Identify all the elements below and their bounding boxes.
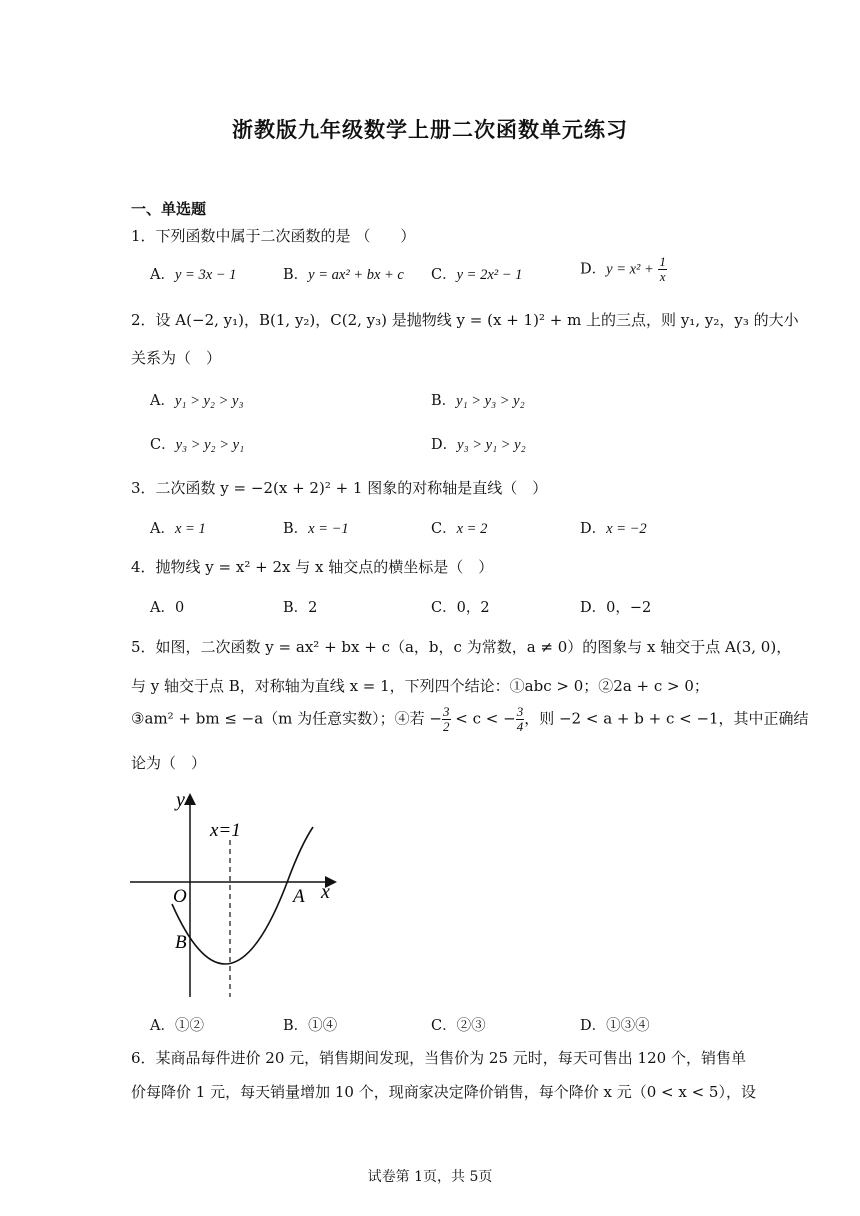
- q3-option-c[interactable]: [431, 517, 487, 538]
- q1-d-den: x: [659, 269, 666, 284]
- x-axis-label: x: [321, 881, 330, 903]
- parabola-figure: [120, 782, 360, 1010]
- q1-option-d-expr: y = x² +: [606, 261, 654, 278]
- q2-option-d-expr: y₃ > y₁ > y₂: [457, 437, 526, 453]
- q2-option-c-label: C．: [150, 437, 176, 453]
- page-footer: 试卷第 1页，共 5页: [367, 1169, 493, 1185]
- q5-option-b[interactable]: B．①④: [283, 1018, 338, 1034]
- q1-option-d-fraction: [658, 255, 667, 284]
- q3-option-b-label: B．: [283, 521, 309, 537]
- q3-stem: 3．二次函数 y = −2(x + 2)² + 1 图象的对称轴是直线（ ）: [131, 479, 548, 497]
- q4-option-c[interactable]: C．0，2: [431, 600, 490, 616]
- q3-option-b-expr: x = −1: [308, 521, 349, 537]
- q2-option-c-expr: y₃ > y₂ > y₁: [175, 437, 245, 453]
- q5-line3-b: < c < −: [450, 709, 516, 728]
- q2-option-d[interactable]: [431, 433, 526, 454]
- q5-option-c[interactable]: C．②③: [431, 1018, 486, 1034]
- point-a-label: A: [293, 886, 305, 907]
- q5-stem-line4: 论为（ ）: [131, 754, 207, 772]
- q2-stem-line1: 2．设 A(−2, y₁)，B(1, y₂)，C(2, y₃) 是抛物线 y = (x + 1)² + m 上的三点，则 y₁, y₂，y₃ 的大小: [131, 311, 799, 329]
- q1-option-a[interactable]: [150, 263, 236, 284]
- symmetry-axis-label: x=1: [210, 820, 241, 841]
- q3-option-b[interactable]: [283, 517, 349, 538]
- q1-option-d[interactable]: [580, 255, 667, 284]
- q5-line3-c: ，则 −2 < a + b + c < −1，其中正确结: [524, 709, 809, 728]
- section-heading: 一、单选题: [131, 200, 207, 218]
- q5-option-a[interactable]: A．①②: [150, 1018, 204, 1034]
- y-axis-label: y: [176, 789, 185, 811]
- q6-stem-line2: 价每降价 1 元，每天销量增加 10 个，现商家决定降价销售，每个降价 x 元（0 < x < 5），设: [131, 1083, 756, 1101]
- q1-option-d-label: D．: [580, 261, 607, 278]
- q1-option-c[interactable]: [431, 263, 522, 284]
- q5-f2-num: 3: [516, 704, 524, 719]
- q3-option-a[interactable]: [150, 517, 206, 538]
- q2-option-b-expr: y₁ > y₃ > y₂: [456, 393, 525, 409]
- q5-f1-num: 3: [443, 704, 450, 719]
- q1-option-b-label: B．: [283, 267, 309, 283]
- q2-option-a-label: A．: [150, 393, 175, 409]
- q1-option-b[interactable]: [283, 263, 404, 284]
- q1-option-c-label: C．: [431, 267, 457, 283]
- q5-stem-line1: 5．如图，二次函数 y = ax² + bx + c（a，b，c 为常数，a ≠ 0）的图象与 x 轴交于点 A(3, 0)，: [131, 638, 792, 656]
- origin-label: O: [173, 886, 187, 907]
- q5-option-d[interactable]: D．①③④: [580, 1018, 650, 1034]
- q4-stem: 4．抛物线 y = x² + 2x 与 x 轴交点的横坐标是（ ）: [131, 558, 494, 576]
- q3-option-d-expr: x = −2: [606, 521, 647, 537]
- q2-option-a-expr: y₁ > y₂ > y₃: [174, 393, 244, 409]
- q1-option-b-expr: y = ax² + bx + c: [308, 267, 404, 283]
- q2-option-a[interactable]: [150, 389, 243, 410]
- q3-option-a-label: A．: [150, 521, 175, 537]
- q3-option-a-expr: x = 1: [174, 521, 206, 537]
- q5-stem-line3: [131, 705, 809, 734]
- q2-stem-line2: 关系为（ ）: [131, 349, 222, 367]
- q3-option-d[interactable]: [580, 517, 647, 538]
- q4-option-d[interactable]: D．0，−2: [580, 600, 652, 616]
- q5-f1-den: 2: [443, 719, 450, 734]
- q2-option-b[interactable]: [431, 389, 525, 410]
- q1-option-a-expr: y = 3x − 1: [174, 267, 237, 283]
- q1-option-a-label: A．: [150, 267, 175, 283]
- page-title: 浙教版九年级数学上册二次函数单元练习: [232, 117, 628, 142]
- q2-option-c[interactable]: [150, 433, 244, 454]
- point-b-label: B: [175, 932, 187, 953]
- q4-option-a[interactable]: A．0: [150, 600, 185, 616]
- q5-f2-den: 4: [516, 719, 524, 734]
- q1-option-c-expr: y = 2x² − 1: [456, 267, 523, 283]
- parabola-curve: [172, 827, 313, 964]
- q5-line3-a: ③am² + bm ≤ −a（m 为任意实数）；④若 −: [131, 709, 443, 728]
- q5-stem-line2: 与 y 轴交于点 B，对称轴为直线 x = 1，下列四个结论：①abc > 0；②2a + c > 0；: [131, 677, 709, 695]
- q5-fraction-1: [442, 705, 451, 734]
- q3-option-d-label: D．: [580, 521, 607, 537]
- q2-option-b-label: B．: [431, 393, 457, 409]
- q1-stem: 1．下列函数中属于二次函数的是 （ ）: [131, 227, 416, 245]
- q5-fraction-2: [516, 705, 525, 734]
- q2-option-d-label: D．: [431, 437, 458, 453]
- q4-option-b[interactable]: B．2: [283, 600, 318, 616]
- q6-stem-line1: 6．某商品每件进价 20 元，销售期间发现，当售价为 25 元时，每天可售出 120 个，销售单: [131, 1049, 746, 1067]
- q1-d-num: 1: [659, 254, 666, 269]
- q3-option-c-expr: x = 2: [456, 521, 488, 537]
- q3-option-c-label: C．: [431, 521, 457, 537]
